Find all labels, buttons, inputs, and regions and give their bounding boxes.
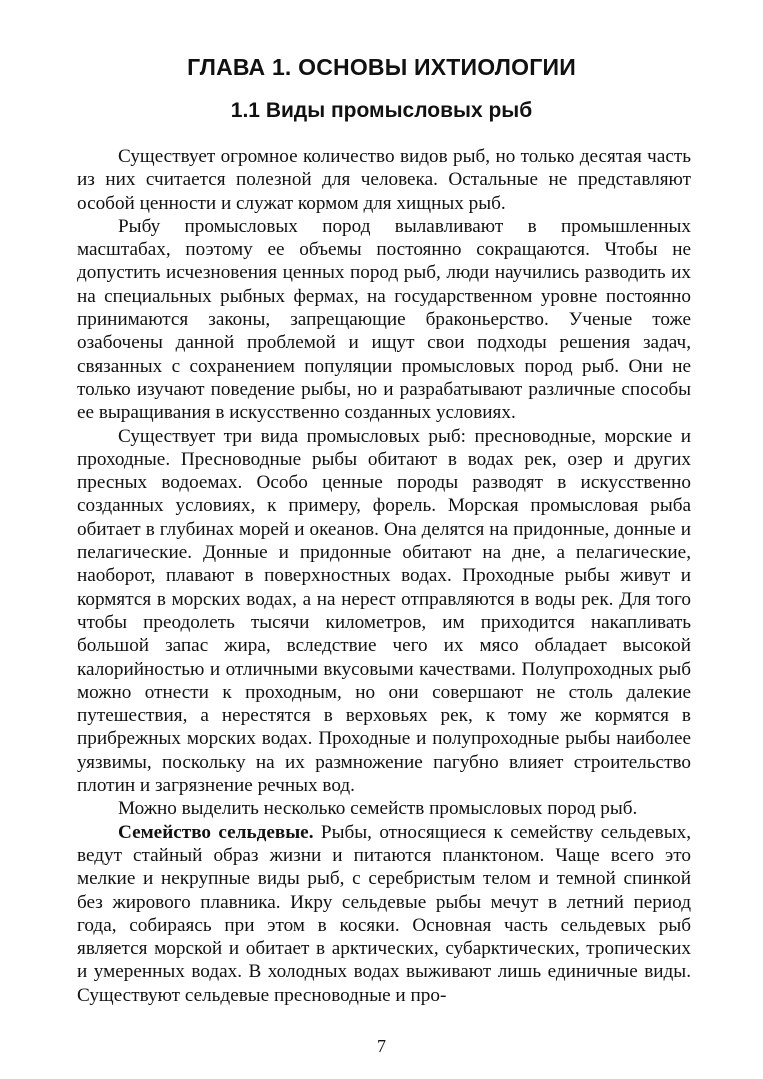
paragraph-5-text: Рыбы, относящиеся к семейству сельдевых, ведут стайный образ жизни и питаются планктоном. Чаще всего это мелкие и некрупные виды рыб, с серебристым телом и темной спинкой без жирового плавника. Икру сельдевые рыбы мечут в летний период года, собираясь при этом в косяки. Основная часть сельдевых рыб является морской и обитает в арктических, субарктических, тропических и умеренных водах. В холодных водах выживают лишь единичные виды. Существуют сельдевые пресноводные и про- bbox=[77, 821, 691, 1006]
section-title: 1.1 Виды промысловых рыб bbox=[230, 99, 533, 122]
paragraph-3 bbox=[77, 425, 691, 798]
body-text bbox=[77, 145, 691, 1007]
paragraph-2 bbox=[77, 215, 691, 425]
paragraph-1 bbox=[77, 145, 691, 215]
chapter-title: ГЛАВА 1. ОСНОВЫ ИХТИОЛОГИИ bbox=[187, 54, 576, 80]
paragraph-5 bbox=[77, 821, 691, 1007]
paragraph-1-text: Существует огромное количество видов рыб, но только десятая часть из них считается полезной для человека. Остальные не представляют особой ценности и служат кормом для хищных рыб. bbox=[77, 146, 691, 214]
paragraph-4-text: Можно выделить несколько семейств промысловых пород рыб. bbox=[118, 798, 638, 820]
paragraph-4 bbox=[77, 797, 691, 820]
paragraph-3-text: Существует три вида промысловых рыб: пресноводные, морские и проходные. Пресноводные рыбы обитают в водах рек, озер и других пресных водоемах. Особо ценные породы разводят в искусственно созданных условиях, к примеру, форель. Морская промысловая рыба обитает в глубинах морей и океанов. Она делятся на придонные, донные и пелагические. Донные и придонные обитают на дне, а пелагические, наоборот, плавают в поверхностных водах. Проходные рыбы живут и кормятся в морских водах, а на нерест отправляются в воды рек. Для того чтобы преодолеть тысячи километров, им приходится накапливать большой запас жира, вследствие чего их мясо обладает высокой калорийностью и отличными вкусовыми качествами. Полупроходных рыб можно отнести к проходным, но они совершают не столь далекие путешествия, а нерестятся в верховьях рек, к тому же кормятся в прибрежных морских водах. Проходные и полупроходные рыбы наиболее уязвимы, поскольку на их размножение пагубно влияет строительство плотин и загрязнение речных вод. bbox=[77, 425, 691, 797]
paragraph-2-text: Рыбу промысловых пород вылавливают в промышленных масштабах, поэтому ее объемы постоянно сокращаются. Чтобы не допустить исчезновения ценных пород рыб, люди научились разводить их на специальных рыбных фермах, на государственном уровне постоянно принимаются законы, запрещающие браконьерство. Ученые тоже озабочены данной проблемой и ищут свои подходы решения задач, связанных с сохранением популяции промысловых пород рыб. Они не только изучают поведение рыбы, но и разрабатывают различные способы ее выращивания в искусственно созданных условиях. bbox=[77, 215, 691, 424]
paragraph-5-lead: Семейство сельдевые. bbox=[118, 821, 314, 843]
page-number: 7 bbox=[377, 1036, 386, 1056]
